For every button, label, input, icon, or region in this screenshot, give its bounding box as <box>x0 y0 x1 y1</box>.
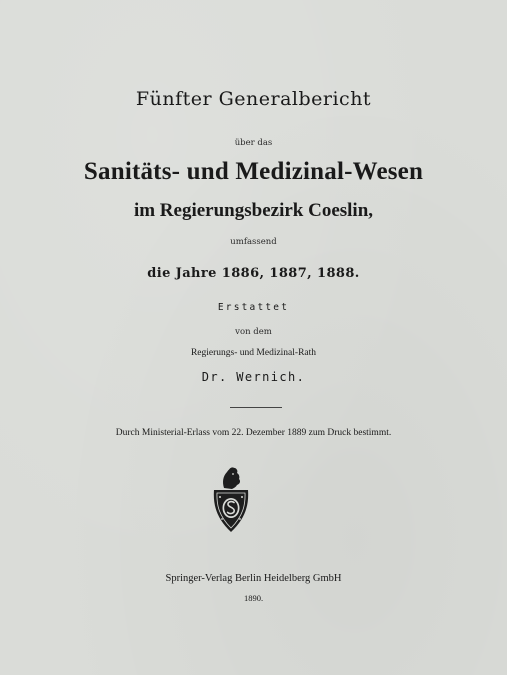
report-title: Fünfter Generalbericht <box>135 88 372 110</box>
umfassend-text: umfassend <box>230 237 277 247</box>
divider-rule <box>230 407 282 408</box>
connector-text: über das <box>234 138 273 148</box>
publisher-name: Springer-Verlag Berlin Heidelberg GmbH <box>165 573 342 584</box>
author-role: Regierungs- und Medizinal-Rath <box>190 348 317 358</box>
von-dem-text: von dem <box>235 327 272 337</box>
author-name: Dr. Wernich. <box>201 370 306 384</box>
main-title: Sanitäts- und Medizinal-Wesen <box>83 158 424 185</box>
springer-horse-logo-icon <box>208 466 254 536</box>
publication-year: 1890. <box>243 593 264 603</box>
ministerial-note: Durch Ministerial-Erlass vom 22. Dezember 1889 zum Druck bestimmt. <box>115 428 392 438</box>
years-text: die Jahre 1886, 1887, 1888. <box>147 266 360 281</box>
erstattet-text: Erstattet <box>217 302 290 313</box>
region-title: im Regierungsbezirk Coeslin, <box>133 200 374 221</box>
